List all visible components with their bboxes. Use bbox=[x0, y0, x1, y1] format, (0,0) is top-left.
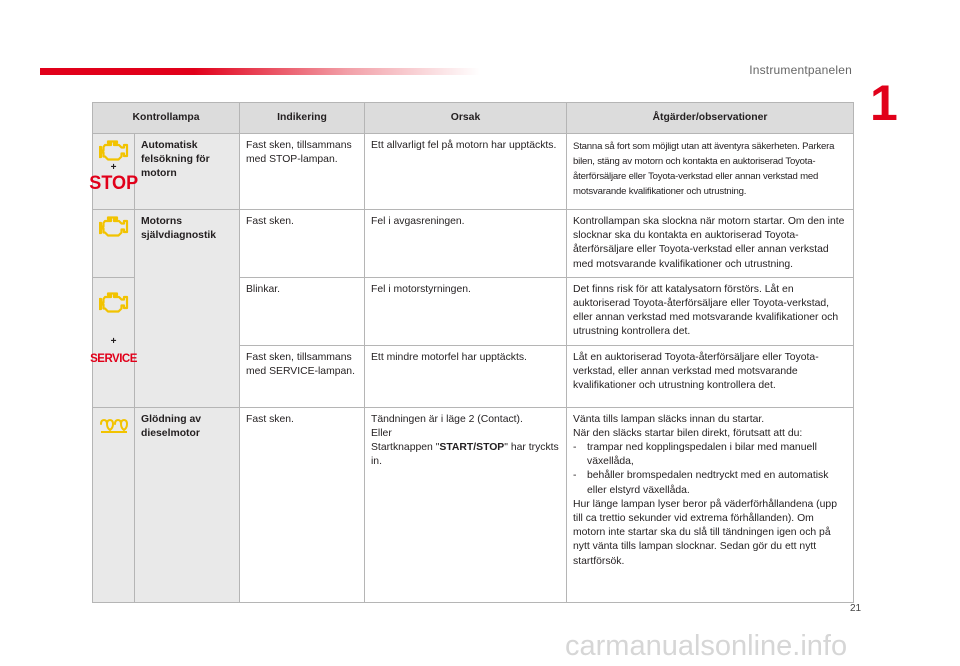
chapter-number: 1 bbox=[870, 75, 898, 131]
table-row bbox=[93, 134, 854, 210]
lamp-name: Glödning av dieselmotor bbox=[135, 407, 240, 602]
table-row bbox=[93, 407, 854, 602]
lamp-name: Motorns självdiagnostik bbox=[135, 210, 240, 408]
column-header: Åtgärder/observationer bbox=[567, 103, 854, 134]
action-cell: Stanna så fort som möjligt utan att äventyra säkerheten. Parkera bilen, stäng av motorn och kontakta en auktoriserad Toyota-återförsäljare eller Toyota-verkstad eller annan verkstad med motsvarande kvalifikationer och utrustning. bbox=[567, 134, 854, 210]
column-header: Orsak bbox=[365, 103, 567, 134]
engine-warning-icon bbox=[99, 216, 129, 238]
action-cell: Låt en auktoriserad Toyota-återförsäljare eller Toyota-verkstad, eller annan verkstad med motsvarande kvalifikationer och utrustning kontrollera det. bbox=[567, 345, 854, 407]
plus-sign: + bbox=[110, 335, 117, 347]
column-header: Indikering bbox=[240, 103, 365, 134]
dash-text: trampar ned kopplingspedalen i bilar med manuell växellåda, bbox=[587, 442, 817, 468]
dash-item bbox=[573, 441, 847, 469]
cause-cell: Ett mindre motorfel har upptäckts. bbox=[365, 345, 567, 407]
stop-lamp-icon: STOP bbox=[89, 173, 138, 194]
dash-text: behåller bromspedalen nedtryckt med en automatisk eller elstyrd växellåda. bbox=[587, 470, 829, 496]
indication-cell: Fast sken, tillsammans med STOP-lampan. bbox=[240, 134, 365, 210]
lamp-icon-cell bbox=[93, 210, 135, 278]
cause-cell: Ett allvarligt fel på motorn har upptäckts. bbox=[365, 134, 567, 210]
action-line: När den släcks startar bilen direkt, förutsatt att du: bbox=[573, 427, 803, 439]
header-accent-bar bbox=[40, 68, 480, 75]
table-header-row bbox=[93, 103, 854, 134]
column-header: Kontrollampa bbox=[93, 103, 240, 134]
service-lamp-icon: SERVICE bbox=[90, 352, 137, 365]
engine-warning-icon bbox=[99, 140, 129, 162]
warning-lamp-table bbox=[89, 102, 854, 603]
action-cell: Kontrollampan ska slockna när motorn startar. Om den inte slocknar ska du kontakta en auktoriserad Toyota-återförsäljare eller Toyota-verkstad eller annan verkstad med motsvarande kvalifikationer och utrustning. bbox=[567, 210, 854, 278]
action-line: Hur länge lampan lyser beror på väderförhållandena (upp till ca trettio sekunder vid extrema förhållanden). Om motorn inte startar ska du slå till tändningen igen och på nytt vänta tills lampan slocknar. Sedan gör du ett nytt startförsök. bbox=[573, 498, 837, 567]
action-cell: Det finns risk för att katalysatorn förstörs. Låt en auktoriserad Toyota-återförsäljare eller Toyota-verkstad, eller annan verkstad med motsvarande kvalifikationer och utrustning kontrollera det. bbox=[567, 277, 854, 345]
cause-line: Eller bbox=[371, 427, 392, 439]
dash-item bbox=[573, 469, 847, 497]
glow-plug-icon bbox=[99, 418, 129, 434]
page-number: 21 bbox=[850, 603, 862, 614]
indication-cell: Fast sken. bbox=[240, 407, 365, 602]
table-row bbox=[93, 210, 854, 278]
engine-warning-icon bbox=[99, 292, 129, 314]
cause-cell bbox=[365, 407, 567, 602]
lamp-name: Automatisk felsökning för motorn bbox=[135, 134, 240, 210]
lamp-icon-cell bbox=[93, 407, 135, 602]
dash-marker: - bbox=[573, 470, 577, 482]
plus-sign: + bbox=[110, 162, 117, 173]
cause-cell: Fel i motorstyrningen. bbox=[365, 277, 567, 345]
indication-cell: Fast sken, tillsammans med SERVICE-lampan. bbox=[240, 345, 365, 407]
section-title: Instrumentpanelen bbox=[749, 63, 852, 77]
indication-cell: Blinkar. bbox=[240, 277, 365, 345]
start-stop-label: START/STOP bbox=[439, 442, 505, 454]
dash-marker: - bbox=[573, 442, 577, 454]
cause-text: " har tryckts in. bbox=[371, 442, 559, 468]
watermark: carmanualsonline.info bbox=[565, 630, 848, 662]
action-line: Vänta tills lampan släcks innan du startar. bbox=[573, 413, 765, 425]
lamp-icon-cell bbox=[90, 277, 137, 407]
cause-line: Tändningen är i läge 2 (Contact). bbox=[371, 413, 523, 425]
lamp-icon-cell bbox=[89, 134, 138, 210]
action-cell bbox=[567, 407, 854, 602]
cause-text: Startknappen " bbox=[371, 442, 440, 454]
indication-cell: Fast sken. bbox=[240, 210, 365, 278]
cause-cell: Fel i avgasreningen. bbox=[365, 210, 567, 278]
